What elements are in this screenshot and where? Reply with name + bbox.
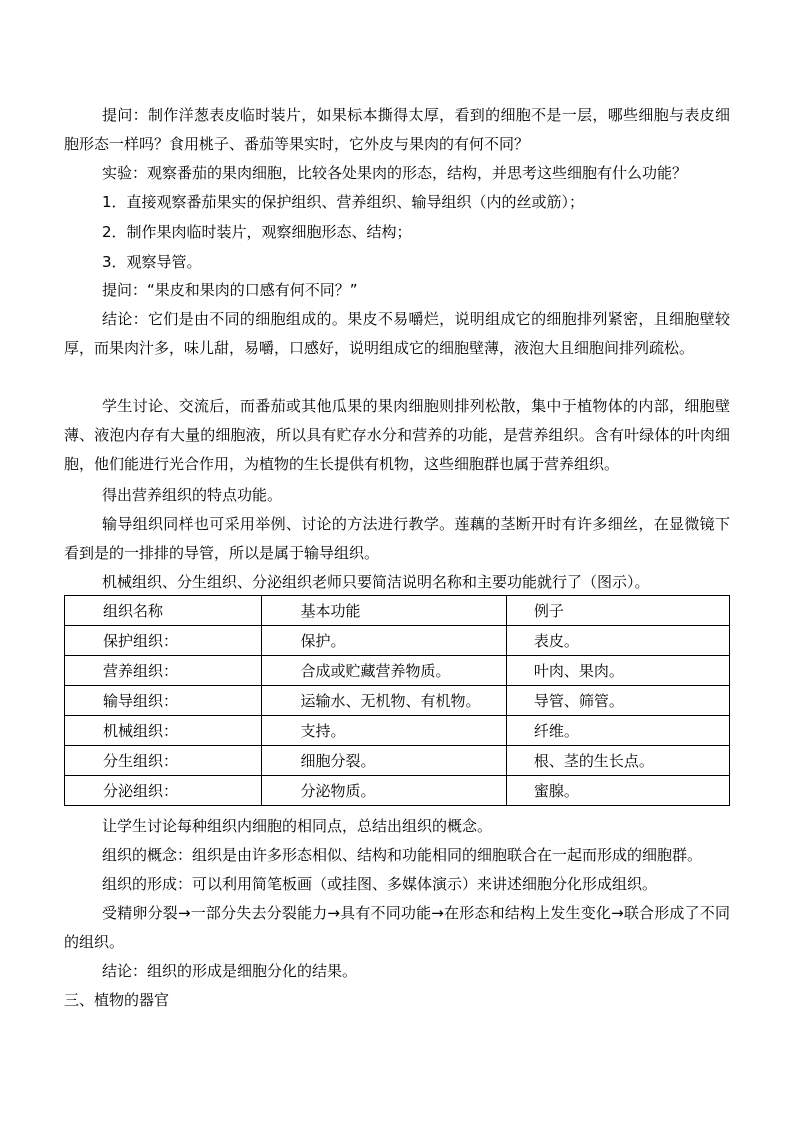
table-cell: 分泌物质。 [262, 776, 506, 806]
step-3: 3．观察导管。 [102, 253, 202, 271]
step-2: 2．制作果肉临时装片，观察细胞形态、结构； [102, 223, 412, 241]
table-header-cell: 例子 [506, 596, 729, 626]
table-row [65, 656, 730, 686]
conclusion-differentiation: 结论：组织的形成是细胞分化的结果。 [102, 962, 358, 980]
table-row [65, 626, 730, 656]
differentiation-process-paragraph: 受精卵分裂→一部分失去分裂能力→具有不同功能→在形态和结构上发生变化→联合形成了不同的组织。 [64, 904, 730, 951]
table-cell: 输导组织： [65, 686, 262, 716]
other-tissues-paragraph: 机械组织、分生组织、分泌组织老师只要简洁说明名称和主要功能就行了（图示）。 [102, 573, 650, 591]
question-paragraph-onion: 提问：制作洋葱表皮临时装片，如果标本撕得太厚，看到的细胞不是一层，哪些细胞与表皮细胞形态一样吗？食用桃子、番茄等果实时，它外皮与果肉的有何不同？ [64, 106, 730, 153]
discussion-tissue-concept: 让学生讨论每种组织内细胞的相同点，总结出组织的概念。 [102, 817, 493, 835]
tissue-formation-paragraph: 组织的形成：可以利用简笔板画（或挂图、多媒体演示）来讲述细胞分化形成组织。 [102, 875, 658, 893]
table-row [65, 716, 730, 746]
tissue-concept-paragraph: 组织的概念：组织是由许多形态相似、结构和功能相同的细胞联合在一起而形成的细胞群。 [102, 846, 703, 864]
table-cell: 运输水、无机物、有机物。 [262, 686, 506, 716]
table-row [65, 686, 730, 716]
table-header-cell: 组织名称 [65, 596, 262, 626]
conclusion-paragraph-cells: 结论：它们是由不同的细胞组成的。果皮不易嚼烂，说明组成它的细胞排列紧密，且细胞壁较厚，而果肉汁多，味儿甜，易嚼，口感好，说明组成它的细胞壁薄，液泡大且细胞间排列疏松。 [64, 310, 730, 357]
table-cell: 根、茎的生长点。 [506, 746, 729, 776]
experiment-paragraph: 实验：观察番茄的果肉细胞，比较各处果肉的形态，结构，并思考这些细胞有什么功能？ [102, 164, 688, 182]
tissue-table [64, 595, 730, 806]
table-cell: 导管、筛管。 [506, 686, 729, 716]
table-cell: 叶肉、果肉。 [506, 656, 729, 686]
discussion-paragraph: 学生讨论、交流后，而番茄或其他瓜果的果肉细胞则排列松散，集中于植物体的内部，细胞壁薄、液泡内存有大量的细胞液，所以具有贮存水分和营养的功能，是营养组织。含有叶绿体的叶肉细胞，他们能进行光合作用，为植物的生长提供有机物，这些细胞群也属于营养组织。 [64, 397, 730, 473]
table-cell: 机械组织： [65, 716, 262, 746]
question-paragraph-taste: 提问：“果皮和果肉的口感有何不同？” [102, 281, 358, 299]
summary-nutrient-tissue: 得出营养组织的特点功能。 [102, 486, 283, 504]
table-cell: 细胞分裂。 [262, 746, 506, 776]
table-cell: 分泌组织： [65, 776, 262, 806]
table-cell: 纤维。 [506, 716, 729, 746]
table-row [65, 776, 730, 806]
step-1: 1．直接观察番茄果实的保护组织、营养组织、输导组织（内的丝或筋）； [102, 193, 585, 211]
table-cell: 保护。 [262, 626, 506, 656]
table-cell: 支持。 [262, 716, 506, 746]
section-heading-plant-organs: 三、植物的器官 [64, 991, 170, 1009]
table-cell: 合成或贮藏营养物质。 [262, 656, 506, 686]
table-cell: 营养组织： [65, 656, 262, 686]
table-row [65, 746, 730, 776]
table-cell: 分生组织： [65, 746, 262, 776]
table-cell: 表皮。 [506, 626, 729, 656]
table-header-row [65, 596, 730, 626]
table-cell: 保护组织： [65, 626, 262, 656]
table-header-cell: 基本功能 [262, 596, 506, 626]
table-cell: 蜜腺。 [506, 776, 729, 806]
conducting-tissue-paragraph: 输导组织同样也可采用举例、讨论的方法进行教学。莲藕的茎断开时有许多细丝，在显微镜下看到是的一排排的导管，所以是属于输导组织。 [64, 515, 730, 562]
